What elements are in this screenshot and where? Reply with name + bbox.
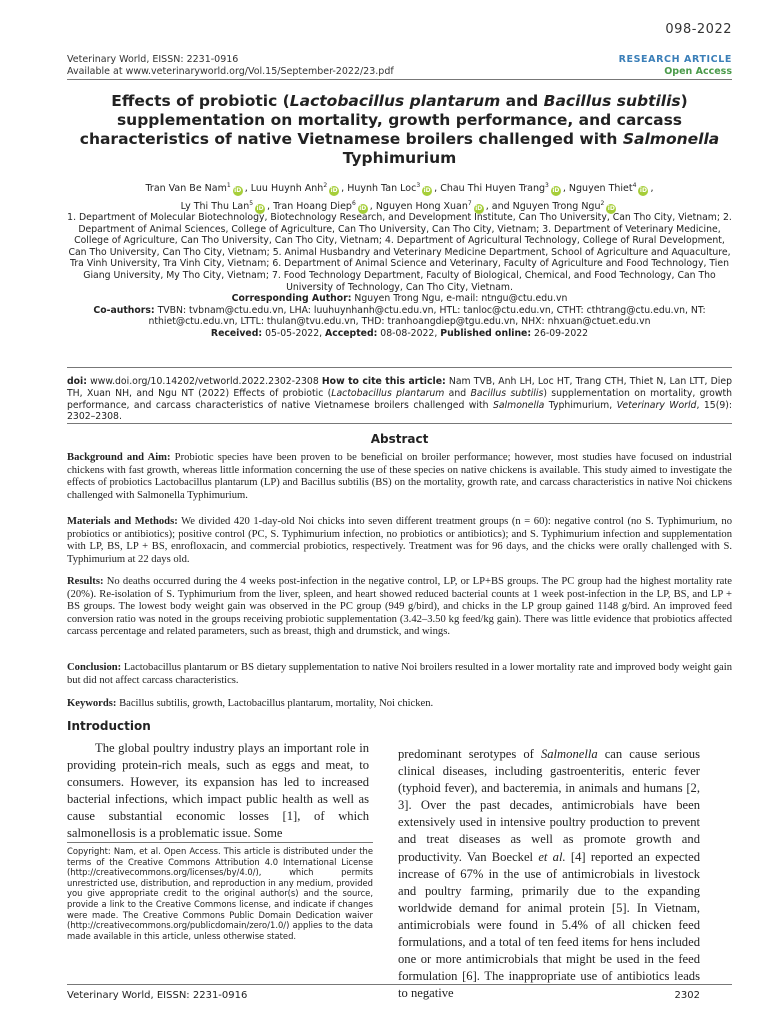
author-affiliation-number: 5 (249, 200, 254, 208)
author-name: Ly Thi Thu Lan (180, 201, 250, 213)
journal-line: Veterinary World, EISSN: 2231-0916 (67, 54, 239, 65)
available-line[interactable]: Available at www.veterinaryworld.org/Vol.15/September-2022/23.pdf (67, 66, 394, 77)
author-name: Nguyen Trong Ngu (512, 201, 601, 213)
abstract-heading: Abstract (370, 432, 429, 446)
article-dates: Received: 05-05-2022, Accepted: 08-08-2022, Published online: 26-09-2022 (210, 327, 589, 339)
intro-left-column: The global poultry industry plays an important role in providing protein-rich meals, such as eggs and meat, to consumers. However, its expansion has led to increased bacterial infections, which impact public health as well as cause substantial economic losses [1], of which salmonellosis is a problematic issue. Some (67, 741, 369, 841)
header-divider (67, 79, 732, 80)
author-name: Luu Huynh Anh (250, 183, 324, 195)
orcid-icon[interactable]: iD (330, 187, 338, 195)
open-access-label: Open Access (664, 66, 732, 77)
orcid-icon[interactable]: iD (234, 187, 242, 195)
affiliations (67, 212, 732, 340)
author-name: Tran Van Be Nam (145, 183, 227, 195)
affiliation-text: 1. Department of Molecular Biotechnology, Biotechnology Research, and Development Institute, Can Tho University, Can Tho City, Vietnam; 2. Department of Animal Sciences, College of Agriculture, Can Tho University, Can Tho City, Vietnam; 3. Department of Veterinary Medicine, College of Agriculture, Can Tho University, Can Tho City, Vietnam; 4. Department of Agricultural Technology, College of Rural Development, Can Tho University, Can Tho City, Vietnam; 5. Animal Husbandry and Veterinary Medicine Department, School of Agriculture and Aquaculture, Tra Vinh University, Tra Vinh City, Vietnam; 6. Department of Animal Science and Veterinary, Faculty of Agriculture and Food Technology, Tien Giang University, My Tho City, Vietnam; 7. Food Technology Department, Faculty of Biological, Chemical, and Food Technology, Can Tho University of Technology, Can Tho City, Vietnam. (67, 212, 732, 293)
orcid-icon[interactable]: iD (607, 205, 615, 213)
author-affiliation-number: 3 (416, 182, 421, 189)
author-name: Nguyen Hong Xuan (375, 201, 468, 213)
copyright-notice: Copyright: Nam, et al. Open Access. This article is distributed under the terms of the Creative Commons Attribution 4.0 International License (http://creativecommons.org/licenses/by/4.0/), which permits unrestricted use, distribution, and reproduction in any medium, provided you give appropriate credit to the original author(s) and the source, provide a link to the Creative Commons license, and indicate if changes were made. The Creative Commons Public Domain Dedication waiver (http://creativecommons.org/publicdomain/zero/1.0/) applies to the data made available in this article, unless otherwise stated. (67, 846, 373, 941)
author-affiliation-number: 2 (323, 182, 328, 189)
author-affiliation-number: 7 (467, 200, 472, 208)
author-name: Nguyen Thiet (568, 183, 633, 195)
author-affiliation-number: 1 (226, 182, 231, 189)
orcid-icon[interactable]: iD (552, 187, 560, 195)
author-affiliation-number: 4 (632, 182, 637, 189)
author-name: Huynh Tan Loc (347, 183, 417, 195)
doi-divider (67, 423, 732, 424)
footer-journal: Veterinary World, EISSN: 2231-0916 (67, 990, 248, 1001)
copyright-divider (67, 842, 373, 843)
abstract-conclusion: Conclusion: Lactobacillus plantarum or BS dietary supplementation to native Noi broilers resulted in a lower mortality rate and improved body weight gain but did not affect carcass characteristics. (67, 662, 732, 686)
page-number: 2302 (674, 990, 700, 1001)
orcid-icon[interactable]: iD (359, 205, 367, 213)
abstract-results: Results: No deaths occurred during the 4 weeks post-infection in the negative control, LP, or LP+BS groups. The PC group had the highest mortality rate (20%). Re-isolation of S. Typhimurium from the liver, spleen, and heart showed reduced bacterial counts at 1 week post-infection in the LP, BS, and LP + BS groups. The lowest body weight gain was observed in the PC group (949 g/bird), and chicks in the LP group gained 1148 g/bird. An improved feed conversion ratio was noted in the groups receiving probiotic supplementation (3.42–3.50 kg feed/kg gain). There was little evidence that probiotics affected carcass percentage and related parameters, such as breast, thigh and drumstick, and wings. (67, 576, 732, 638)
affiliation-divider (67, 367, 732, 368)
author-list (67, 178, 732, 214)
author-line-2: Ly Thi Thu Lan$^5$iD , Tran Hoang Diep$^6$iD , Nguyen Hong Xuan$^7$iD , and Nguyen Trong Ngu$^2$iD (180, 200, 615, 213)
article-type-header (619, 54, 732, 78)
doi-citation: doi: www.doi.org/10.14202/vetworld.2022.2302-2308 How to cite this article: Nam TVB, Anh LH, Loc HT, Trang CTH, Thiet N, Lan LTT, Diep TH, Xuan NH, and Ngu NT (2022) Effects of probiotic (Lactobacillus plantarum and Bacillus subtilis) supplementation on mortality, growth performance, and carcass characteristics of native Vietnamese broilers challenged with Salmonella Typhimurium, Veterinary World, 15(9): 2302–2308. (67, 376, 733, 423)
orcid-icon[interactable]: iD (475, 205, 483, 213)
orcid-icon[interactable]: iD (423, 187, 431, 195)
author-affiliation-number: 6 (351, 200, 356, 208)
abstract-methods: Materials and Methods: We divided 420 1-day-old Noi chicks into seven different treatment groups (n = 60): negative control (no S. Typhimurium, no probiotics or antibiotics); positive control (PC, S. Typhimurium infection, no probiotics or antibiotics); and S. Typhimurium infection and supplementation with LP, BS, LP + BS, enrofloxacin, and commercial probiotics, respectively. Treatment was for 96 days, and the chicks were orally challenged with S. Typhimurium at 22 days old. (67, 516, 732, 565)
article-title: Effects of probiotic (Lactobacillus plantarum and Bacillus subtilis) supplementation on mortality, growth performance, and carcass characteristics of native Vietnamese broilers challenged with Salmonella Typhimurium (79, 92, 720, 167)
corresponding-author: Corresponding Author: Nguyen Trong Ngu, e-mail: ntngu@ctu.edu.vn (231, 293, 568, 305)
orcid-icon[interactable]: iD (639, 187, 647, 195)
abstract-background: Background and Aim: Probiotic species have been proven to be beneficial on broiler performance; however, most studies have focused on industrial chickens with fast growth, whereas little information concerning the use of these species on native chickens is available. This study aimed to investigate the effects of probiotics Lactobacillus plantarum (LP) and Bacillus subtilis (BS) on the mortality, growth rate, and carcass characteristics in native Noi chickens challenged with Salmonella Typhimurium. (67, 452, 732, 501)
article-type: RESEARCH ARTICLE (618, 54, 732, 65)
author-line-1: Tran Van Be Nam$^1$iD , Luu Huynh Anh$^2$iD , Huynh Tan Loc$^3$iD , Chau Thi Huyen Trang$^3$iD , Nguyen Thiet$^4$iD , (145, 182, 654, 195)
orcid-icon[interactable]: iD (256, 205, 264, 213)
co-authors: Co-authors: TVBN: tvbnam@ctu.edu.vn, LHA: luuhuynhanh@ctu.edu.vn, HTL: tanloc@ctu.edu.vn, CTHT: cthtrang@ctu.edu.vn, NT: nthiet@ctu.edu.vn, LTTL: thulan@tvu.edu.vn, THD: tranhoangdiep@tgu.edu.vn, NHX: nhxuan@ctuet.edu.vn (93, 304, 706, 328)
intro-right-column: predominant serotypes of Salmonella can cause serious clinical diseases, including gastroenteritis, enteric fever (typhoid fever), and bacteremia, in animals and humans [2, 3]. Over the past decades, antimicrobials have been extensively used in intensive poultry production to prevent and treat diseases as well as promote growth and productivity. Van Boeckel et al. [4] reported an expected increase of 67% in the use of antimicrobials in livestock and poultry farming, primarily due to the expanding worldwide demand for animal protein [5]. In Vietnam, antimicrobials were found in 5.4% of all chicken feed formulations, and a total of ten feed items for hens included one or more antimicrobials that might be used in the feed formulation [6]. The inappropriate use of antibiotics leads to negative (398, 747, 700, 1001)
document-id: 098-2022 (665, 22, 732, 37)
introduction-heading: Introduction (67, 719, 151, 733)
author-affiliation-number: 2 (600, 200, 605, 208)
doi-link[interactable]: www.doi.org/10.14202/vetworld.2022.2302-2308 (86, 376, 322, 387)
author-name: Tran Hoang Diep (273, 201, 352, 213)
journal-header (67, 54, 394, 78)
author-separator: , and (485, 201, 513, 213)
author-affiliation-number: 3 (545, 182, 549, 189)
keywords: Keywords: Bacillus subtilis, growth, Lactobacillus plantarum, mortality, Noi chicken. (67, 698, 434, 709)
footer-divider (67, 984, 732, 985)
author-name: Chau Thi Huyen Trang (440, 183, 546, 195)
